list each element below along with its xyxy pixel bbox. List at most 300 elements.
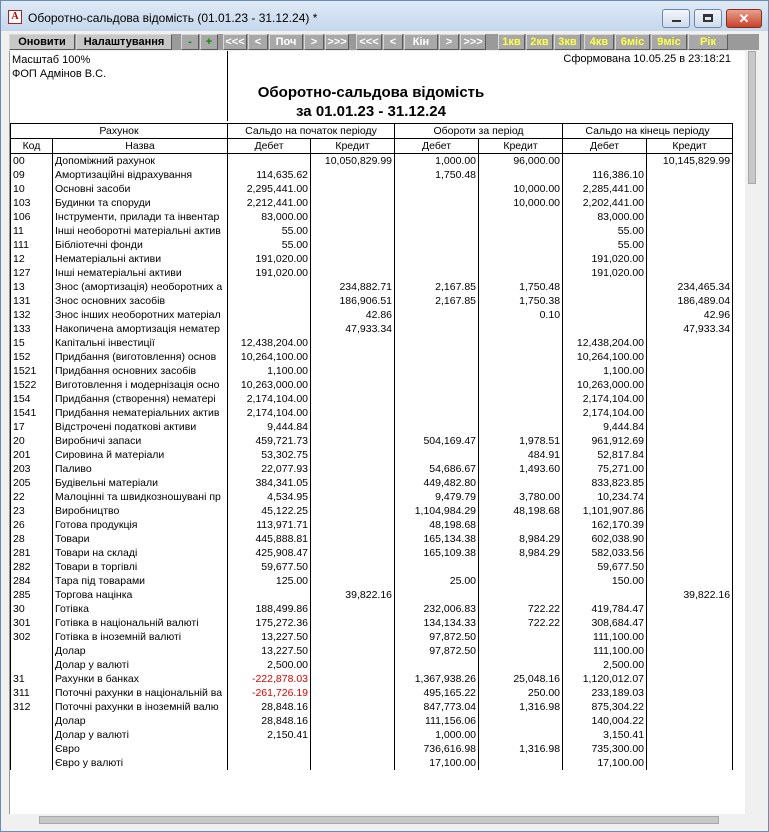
cell-name: Сировина й матеріали: [53, 448, 228, 462]
close-button[interactable]: [726, 9, 762, 28]
cell-code: 1541: [11, 406, 53, 420]
cell-closing-debit: 55.00: [563, 238, 647, 252]
cell-closing-debit: 55.00: [563, 224, 647, 238]
table-row[interactable]: [11, 196, 733, 210]
cell-opening-debit: 2,212,441.00: [228, 196, 311, 210]
header-opening-credit: Кредит: [311, 139, 395, 154]
period-9m-button[interactable]: 9міс: [651, 34, 687, 50]
cell-closing-credit: [647, 196, 733, 210]
period-q1-button[interactable]: 1кв: [498, 34, 525, 50]
cell-code: 15: [11, 336, 53, 350]
cell-opening-credit: [311, 420, 395, 434]
cell-closing-credit: [647, 560, 733, 574]
cell-name: Придбання (виготовлення) основ: [53, 350, 228, 364]
header-opening-debit: Дебет: [228, 139, 311, 154]
cell-opening-credit: [311, 602, 395, 616]
cell-turnover-debit: [395, 392, 479, 406]
balance-table: [10, 123, 733, 770]
minimize-button[interactable]: [662, 9, 690, 28]
title-bar[interactable]: [1, 1, 768, 31]
table-row[interactable]: [11, 686, 733, 700]
cell-turnover-credit: 0.10: [479, 308, 563, 322]
header-closing-credit: Кредит: [647, 139, 733, 154]
start-month-back-button[interactable]: <: [248, 34, 268, 50]
settings-button[interactable]: Налаштування: [76, 34, 172, 50]
minimize-icon: [672, 20, 681, 22]
table-row[interactable]: [11, 714, 733, 728]
cell-opening-debit: 28,848.16: [228, 700, 311, 714]
table-row[interactable]: [11, 294, 733, 308]
cell-closing-credit: [647, 210, 733, 224]
cell-opening-debit: 384,341.05: [228, 476, 311, 490]
cell-opening-debit: 9,444.84: [228, 420, 311, 434]
cell-code: 282: [11, 560, 53, 574]
cell-opening-credit: [311, 658, 395, 672]
table-row[interactable]: [11, 168, 733, 182]
cell-closing-credit: [647, 574, 733, 588]
cell-turnover-debit: [395, 560, 479, 574]
cell-opening-credit: [311, 448, 395, 462]
cell-closing-debit: 17,100.00: [563, 756, 647, 770]
table-row[interactable]: [11, 266, 733, 280]
cell-name: Інструменти, прилади та інвентар: [53, 210, 228, 224]
expand-button[interactable]: +: [200, 34, 218, 50]
cell-code: 285: [11, 588, 53, 602]
cell-opening-debit: 114,635.62: [228, 168, 311, 182]
cell-closing-debit: 1,120,012.07: [563, 672, 647, 686]
vertical-scrollbar[interactable]: [746, 51, 759, 814]
cell-closing-credit: 234,465.34: [647, 280, 733, 294]
cell-turnover-credit: [479, 658, 563, 672]
cell-turnover-debit: [395, 350, 479, 364]
table-row[interactable]: [11, 602, 733, 616]
table-row[interactable]: [11, 154, 733, 169]
cell-name: Долар у валюті: [53, 728, 228, 742]
cell-closing-credit: [647, 518, 733, 532]
table-row[interactable]: [11, 434, 733, 448]
scale-label: Масштаб 100%: [12, 54, 91, 66]
cell-opening-debit: 45,122.25: [228, 504, 311, 518]
end-month-forward-button[interactable]: >: [439, 34, 459, 50]
table-row[interactable]: [11, 728, 733, 742]
start-year-back-button[interactable]: <<<: [223, 34, 247, 50]
cell-opening-credit: [311, 462, 395, 476]
cell-opening-debit: 125.00: [228, 574, 311, 588]
cell-code: 133: [11, 322, 53, 336]
cell-turnover-debit: [395, 308, 479, 322]
cell-turnover-debit: 111,156.06: [395, 714, 479, 728]
table-row[interactable]: [11, 378, 733, 392]
table-row[interactable]: [11, 672, 733, 686]
cell-code: 10: [11, 182, 53, 196]
table-row[interactable]: [11, 210, 733, 224]
cell-name: Долар: [53, 644, 228, 658]
refresh-button[interactable]: Оновити: [9, 34, 75, 50]
cell-opening-debit: 445,888.81: [228, 532, 311, 546]
table-row[interactable]: [11, 644, 733, 658]
cell-code: 106: [11, 210, 53, 224]
cell-turnover-debit: 736,616.98: [395, 742, 479, 756]
cell-opening-credit: [311, 406, 395, 420]
cell-closing-debit: [563, 294, 647, 308]
cell-closing-credit: [647, 168, 733, 182]
cell-name: Придбання (створення) нематері: [53, 392, 228, 406]
table-row[interactable]: [11, 756, 733, 770]
cell-turnover-debit: 54,686.67: [395, 462, 479, 476]
cell-closing-debit: 2,202,441.00: [563, 196, 647, 210]
cell-opening-credit: [311, 686, 395, 700]
cell-opening-debit: [228, 294, 311, 308]
cell-name: Товари: [53, 532, 228, 546]
cell-name: Виробництво: [53, 504, 228, 518]
table-row[interactable]: [11, 364, 733, 378]
cell-opening-credit: 42.86: [311, 308, 395, 322]
cell-opening-debit: 2,150.41: [228, 728, 311, 742]
cell-closing-debit: 1,101,907.86: [563, 504, 647, 518]
cell-name: Долар: [53, 714, 228, 728]
cell-name: Придбання нематеріальних актив: [53, 406, 228, 420]
cell-closing-debit: 111,100.00: [563, 644, 647, 658]
cell-closing-debit: 2,174,104.00: [563, 392, 647, 406]
table-row[interactable]: [11, 560, 733, 574]
cell-code: 152: [11, 350, 53, 364]
table-row[interactable]: [11, 588, 733, 602]
cell-name: Поточні рахунки в іноземній валю: [53, 700, 228, 714]
report-header-left: [12, 53, 106, 81]
cell-name: Готівка в національній валюті: [53, 616, 228, 630]
cell-name: Виробничі запаси: [53, 434, 228, 448]
cell-turnover-debit: 97,872.50: [395, 630, 479, 644]
cell-turnover-debit: 1,367,938.26: [395, 672, 479, 686]
table-row[interactable]: [11, 532, 733, 546]
table-row[interactable]: [11, 322, 733, 336]
cell-closing-credit: [647, 476, 733, 490]
table-row[interactable]: [11, 350, 733, 364]
header-code: Код: [11, 139, 53, 154]
cell-name: Будинки та споруди: [53, 196, 228, 210]
cell-closing-credit: [647, 266, 733, 280]
horizontal-scrollbar[interactable]: [9, 814, 746, 826]
cell-opening-credit: [311, 392, 395, 406]
cell-turnover-debit: 1,000.00: [395, 728, 479, 742]
table-row[interactable]: [11, 462, 733, 476]
end-year-forward-button[interactable]: >>>: [460, 34, 486, 50]
end-date-button[interactable]: Кін: [404, 34, 438, 50]
cell-closing-credit: [647, 434, 733, 448]
cell-turnover-debit: 232,006.83: [395, 602, 479, 616]
collapse-button[interactable]: -: [181, 34, 199, 50]
cell-turnover-credit: 1,316.98: [479, 700, 563, 714]
cell-turnover-debit: 1,104,984.29: [395, 504, 479, 518]
cell-closing-debit: 308,684.47: [563, 616, 647, 630]
table-row[interactable]: [11, 336, 733, 350]
cell-opening-credit: [311, 266, 395, 280]
table-row[interactable]: [11, 658, 733, 672]
table-row[interactable]: [11, 224, 733, 238]
cell-opening-credit: 186,906.51: [311, 294, 395, 308]
cell-turnover-credit: 25,048.16: [479, 672, 563, 686]
cell-code: 20: [11, 434, 53, 448]
cell-name: Будівельні матеріали: [53, 476, 228, 490]
cell-opening-debit: 175,272.36: [228, 616, 311, 630]
cell-turnover-credit: [479, 378, 563, 392]
cell-turnover-debit: 165,109.38: [395, 546, 479, 560]
cell-closing-credit: [647, 686, 733, 700]
cell-closing-debit: [563, 308, 647, 322]
cell-closing-credit: [647, 532, 733, 546]
cell-turnover-credit: 722.22: [479, 616, 563, 630]
cell-opening-credit: [311, 434, 395, 448]
cell-closing-credit: [647, 504, 733, 518]
maximize-button[interactable]: [694, 9, 722, 28]
cell-closing-credit: 47,933.34: [647, 322, 733, 336]
cell-name: Товари в торгівлі: [53, 560, 228, 574]
cell-opening-credit: [311, 224, 395, 238]
table-row[interactable]: [11, 420, 733, 434]
cell-opening-credit: [311, 378, 395, 392]
cell-turnover-credit: 1,750.48: [479, 280, 563, 294]
cell-closing-debit: 75,271.00: [563, 462, 647, 476]
cell-turnover-debit: 449,482.80: [395, 476, 479, 490]
cell-opening-debit: 1,100.00: [228, 364, 311, 378]
table-row[interactable]: [11, 742, 733, 756]
cell-turnover-debit: [395, 252, 479, 266]
cell-turnover-debit: [395, 588, 479, 602]
cell-closing-credit: [647, 728, 733, 742]
cell-code: 31: [11, 672, 53, 686]
cell-code: 13: [11, 280, 53, 294]
cell-opening-debit: 59,677.50: [228, 560, 311, 574]
cell-opening-credit: [311, 252, 395, 266]
cell-closing-debit: 735,300.00: [563, 742, 647, 756]
cell-closing-debit: 9,444.84: [563, 420, 647, 434]
cell-opening-credit: [311, 574, 395, 588]
table-row[interactable]: [11, 546, 733, 560]
cell-opening-credit: [311, 616, 395, 630]
cell-name: Готова продукція: [53, 518, 228, 532]
table-row[interactable]: [11, 238, 733, 252]
cell-opening-debit: -261,726.19: [228, 686, 311, 700]
cell-code: 302: [11, 630, 53, 644]
cell-closing-credit: 42.96: [647, 308, 733, 322]
cell-closing-credit: [647, 182, 733, 196]
cell-closing-debit: 602,038.90: [563, 532, 647, 546]
cell-turnover-debit: 2,167.85: [395, 280, 479, 294]
cell-closing-credit: 39,822.16: [647, 588, 733, 602]
table-row[interactable]: [11, 448, 733, 462]
cell-closing-debit: 191,020.00: [563, 252, 647, 266]
cell-opening-credit: 10,050,829.99: [311, 154, 395, 169]
cell-opening-debit: 113,971.71: [228, 518, 311, 532]
cell-opening-debit: 2,174,104.00: [228, 392, 311, 406]
cell-code: 111: [11, 238, 53, 252]
cell-turnover-credit: 1,493.60: [479, 462, 563, 476]
cell-name: Нематеріальні активи: [53, 252, 228, 266]
cell-closing-debit: 419,784.47: [563, 602, 647, 616]
cell-opening-credit: [311, 168, 395, 182]
header-divider: [227, 51, 228, 121]
cell-opening-credit: [311, 672, 395, 686]
cell-closing-debit: [563, 154, 647, 169]
start-month-forward-button[interactable]: >: [304, 34, 324, 50]
table-row[interactable]: [11, 476, 733, 490]
report-title: [230, 83, 512, 121]
report-app-icon[interactable]: A: [8, 10, 22, 24]
cell-opening-debit: 53,302.75: [228, 448, 311, 462]
end-month-back-button[interactable]: <: [383, 34, 403, 50]
end-year-back-button[interactable]: <<<: [356, 34, 382, 50]
cell-turnover-credit: [479, 518, 563, 532]
table-row[interactable]: [11, 630, 733, 644]
cell-closing-credit: [647, 336, 733, 350]
cell-name: Інші необоротні матеріальні актив: [53, 224, 228, 238]
cell-opening-debit: [228, 280, 311, 294]
start-date-button[interactable]: Поч: [269, 34, 303, 50]
cell-turnover-credit: [479, 728, 563, 742]
cell-name: Придбання основних засобів: [53, 364, 228, 378]
cell-turnover-credit: [479, 574, 563, 588]
cell-name: Накопичена амортизація нематер: [53, 322, 228, 336]
table-row[interactable]: [11, 308, 733, 322]
cell-opening-credit: [311, 364, 395, 378]
cell-code: 23: [11, 504, 53, 518]
cell-name: Капітальні інвестиції: [53, 336, 228, 350]
cell-closing-debit: 2,500.00: [563, 658, 647, 672]
cell-opening-credit: [311, 196, 395, 210]
vertical-scroll-thumb[interactable]: [748, 51, 756, 184]
header-account: Рахунок: [11, 124, 228, 139]
cell-name: Готівка: [53, 602, 228, 616]
horizontal-scroll-thumb[interactable]: [39, 816, 719, 824]
cell-opening-credit: [311, 238, 395, 252]
cell-closing-debit: 162,170.39: [563, 518, 647, 532]
cell-name: Відстрочені податкові активи: [53, 420, 228, 434]
cell-opening-debit: 10,264,100.00: [228, 350, 311, 364]
cell-closing-credit: [647, 350, 733, 364]
cell-code: 203: [11, 462, 53, 476]
cell-closing-debit: 10,264,100.00: [563, 350, 647, 364]
cell-opening-credit: [311, 490, 395, 504]
cell-code: 11: [11, 224, 53, 238]
cell-turnover-debit: [395, 378, 479, 392]
table-row[interactable]: [11, 700, 733, 714]
cell-turnover-debit: [395, 322, 479, 336]
cell-code: 132: [11, 308, 53, 322]
period-q2-button[interactable]: 2кв: [526, 34, 553, 50]
cell-name: Бібліотечні фонди: [53, 238, 228, 252]
table-body: [11, 154, 733, 771]
table-row[interactable]: [11, 616, 733, 630]
table-row[interactable]: [11, 280, 733, 294]
cell-opening-debit: [228, 154, 311, 169]
cell-opening-debit: 459,721.73: [228, 434, 311, 448]
cell-closing-debit: 961,912.69: [563, 434, 647, 448]
cell-closing-credit: [647, 392, 733, 406]
cell-name: Інші нематеріальні активи: [53, 266, 228, 280]
cell-opening-debit: 188,499.86: [228, 602, 311, 616]
table-row[interactable]: [11, 504, 733, 518]
table-row[interactable]: [11, 574, 733, 588]
cell-closing-debit: 875,304.22: [563, 700, 647, 714]
cell-closing-credit: [647, 252, 733, 266]
period-q3-button[interactable]: 3кв: [554, 34, 581, 50]
cell-name: Знос основних засобів: [53, 294, 228, 308]
cell-code: 312: [11, 700, 53, 714]
generated-timestamp: Сформована 10.05.25 в 23:18:21: [563, 53, 731, 65]
cell-closing-debit: 83,000.00: [563, 210, 647, 224]
cell-closing-debit: 191,020.00: [563, 266, 647, 280]
cell-turnover-debit: 97,872.50: [395, 644, 479, 658]
table-row[interactable]: [11, 406, 733, 420]
cell-opening-debit: 12,438,204.00: [228, 336, 311, 350]
cell-turnover-credit: 3,780.00: [479, 490, 563, 504]
cell-name: Малоцінні та швидкозношувані пр: [53, 490, 228, 504]
cell-turnover-credit: [479, 224, 563, 238]
table-row[interactable]: [11, 490, 733, 504]
cell-opening-debit: 55.00: [228, 238, 311, 252]
cell-closing-debit: 111,100.00: [563, 630, 647, 644]
table-row[interactable]: [11, 252, 733, 266]
cell-turnover-debit: 1,000.00: [395, 154, 479, 169]
header-name: Назва: [53, 139, 228, 154]
table-row[interactable]: [11, 518, 733, 532]
cell-opening-credit: [311, 700, 395, 714]
report-document: [9, 51, 745, 814]
cell-name: Знос інших необоротних матеріал: [53, 308, 228, 322]
cell-closing-credit: [647, 546, 733, 560]
cell-code: 1521: [11, 364, 53, 378]
period-year-button[interactable]: Рік: [688, 34, 728, 50]
cell-code: [11, 714, 53, 728]
cell-turnover-debit: 9,479.79: [395, 490, 479, 504]
cell-opening-credit: [311, 546, 395, 560]
cell-opening-debit: 13,227.50: [228, 630, 311, 644]
cell-closing-debit: 10,234.74: [563, 490, 647, 504]
cell-code: 17: [11, 420, 53, 434]
cell-code: [11, 658, 53, 672]
cell-closing-debit: 140,004.22: [563, 714, 647, 728]
table-row[interactable]: [11, 392, 733, 406]
cell-name: Євро: [53, 742, 228, 756]
cell-opening-credit: [311, 728, 395, 742]
table-row[interactable]: [11, 182, 733, 196]
cell-turnover-debit: 847,773.04: [395, 700, 479, 714]
cell-turnover-credit: [479, 560, 563, 574]
cell-code: 09: [11, 168, 53, 182]
cell-closing-credit: [647, 658, 733, 672]
cell-closing-credit: 186,489.04: [647, 294, 733, 308]
cell-opening-debit: 83,000.00: [228, 210, 311, 224]
period-6m-button[interactable]: 6міс: [615, 34, 650, 50]
header-turnover: Обороти за період: [395, 124, 563, 139]
maximize-icon: [703, 14, 713, 22]
cell-turnover-credit: [479, 168, 563, 182]
cell-closing-credit: [647, 742, 733, 756]
cell-turnover-debit: 48,198.68: [395, 518, 479, 532]
cell-closing-debit: 3,150.41: [563, 728, 647, 742]
cell-turnover-credit: [479, 714, 563, 728]
start-year-forward-button[interactable]: >>>: [325, 34, 349, 50]
cell-turnover-debit: [395, 406, 479, 420]
cell-opening-credit: [311, 756, 395, 770]
cell-turnover-debit: 25.00: [395, 574, 479, 588]
cell-turnover-debit: 1,750.48: [395, 168, 479, 182]
cell-opening-credit: [311, 742, 395, 756]
cell-closing-debit: 116,386.10: [563, 168, 647, 182]
cell-code: 301: [11, 616, 53, 630]
cell-closing-debit: 233,189.03: [563, 686, 647, 700]
period-q4-button[interactable]: 4кв: [584, 34, 614, 50]
